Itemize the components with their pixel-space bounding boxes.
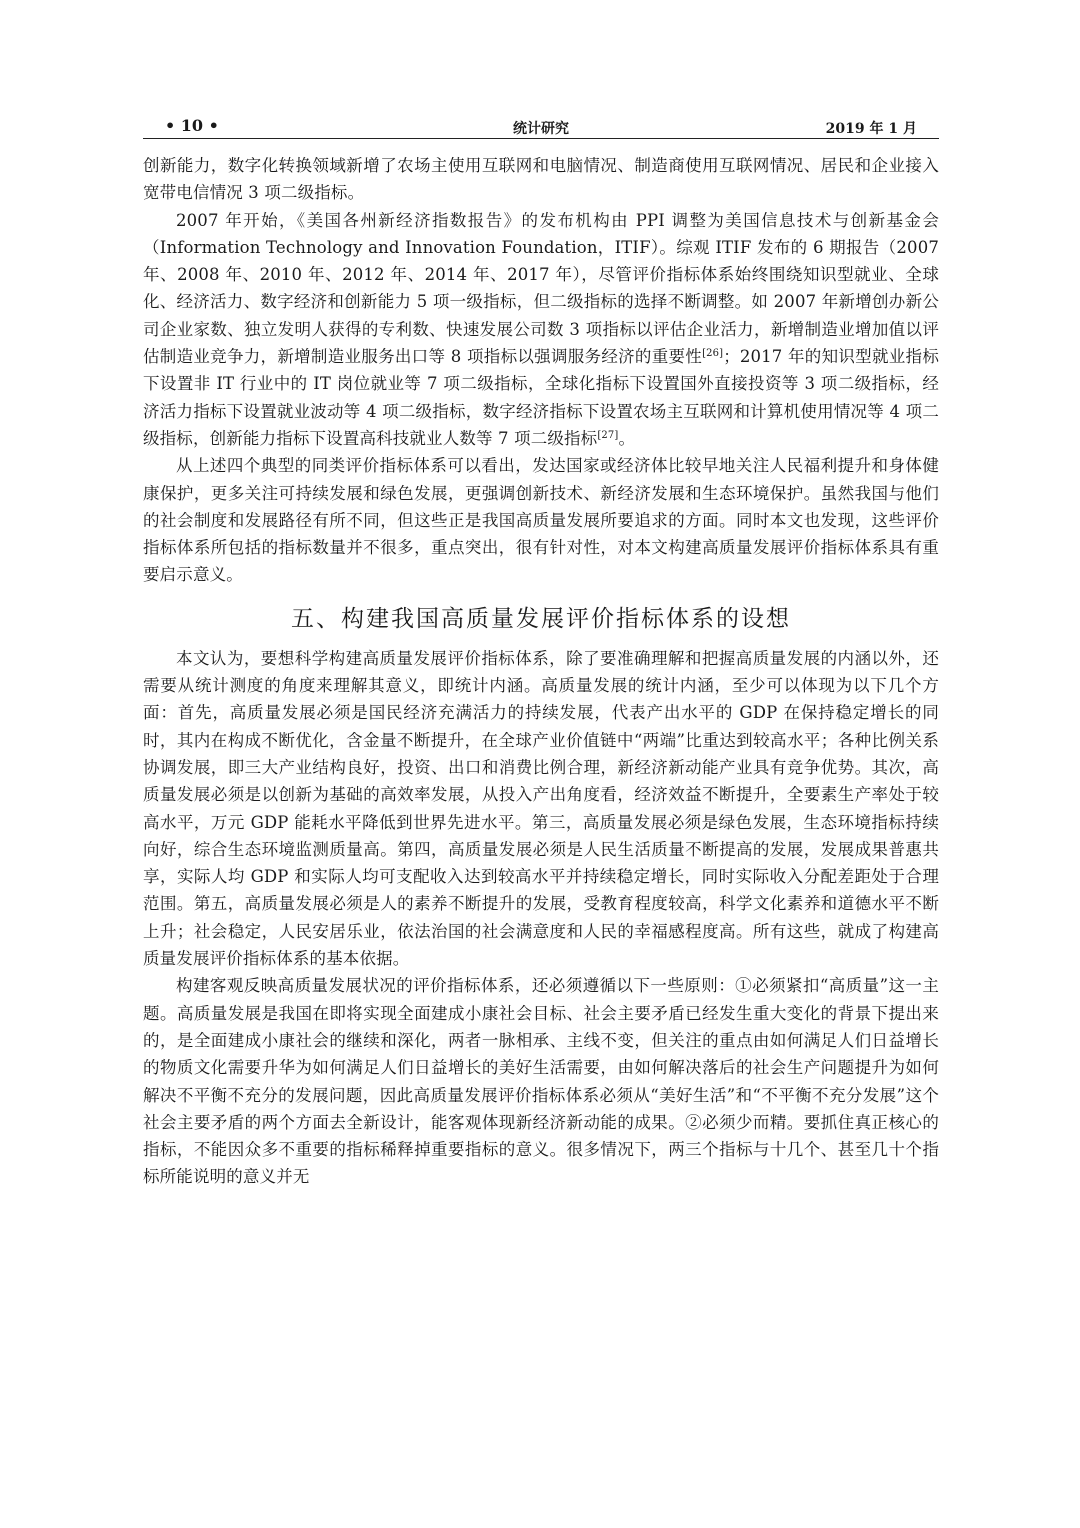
running-header — [143, 112, 939, 139]
paragraph-itif-text-c: 。 — [618, 428, 636, 448]
journal-name: 统计研究 — [513, 121, 569, 137]
paragraph-itif-text-b: ；2017 年的知识型就业指标下设置非 IT 行业中的 IT 岗位就业等 7 项二级指标，全球化指标下设置国外直接投资等 3 项二级指标，经济活力指标下设置就业波动等 4 项二级指标，数字经济指标下设置农场主互联网和计算机使用情况等 4 项二级指标，创新能力指标下设置高科技就业人数等 7 项二级指标 — [143, 347, 939, 448]
paragraph-itif — [143, 207, 939, 453]
paragraph-itif-text-a: 2007 年开始，《美国各州新经济指数报告》的发布机构由 PPI 调整为美国信息技术与创新基金会（Information Technology and Innovation Foundation，ITIF）。综观 ITIF 发布的 6 期报告（2007 年、2008 年、2010 年、2012 年、2014 年、2017 年），尽管评价指标体系始终围绕知识型就业、全球化、经济活力、数字经济和创新能力 5 项一级指标，但二级指标的选择不断调整。如 2007 年新增创办新公司企业家数、独立发明人获得的专利数、快速发展公司数 3 项指标以评估企业活力，新增制造业增加值以评估制造业竞争力，新增制造业服务出口等 8 项指标以强调服务经济的重要性 — [143, 210, 939, 367]
journal-page — [143, 112, 939, 1191]
page-number: • 10 • — [165, 116, 219, 135]
citation-26[interactable]: [26] — [702, 348, 724, 360]
paragraph-connotation: 本文认为，要想科学构建高质量发展评价指标体系，除了要准确理解和把握高质量发展的内涵以外，还需要从统计测度的角度来理解其意义，即统计内涵。高质量发展的统计内涵，至少可以体现为以下几个方面：首先，高质量发展必须是国民经济充满活力的持续发展，代表产出水平的 GDP 在保持稳定增长的同时，其内在构成不断优化，含金量不断提升，在全球产业价值链中“两端”比重达到较高水平；各种比例关系协调发展，即三大产业结构良好，投资、出口和消费比例合理，新经济新动能产业具有竞争优势。其次，高质量发展必须是以创新为基础的高效率发展，从投入产出角度看，经济效益不断提升，全要素生产率处于较高水平，万元 GDP 能耗水平降低到世界先进水平。第三，高质量发展必须是绿色发展，生态环境指标持续向好，综合生态环境监测质量高。第四，高质量发展必须是人民生活质量不断提高的发展，发展成果普惠共享，实际人均 GDP 和实际人均可支配收入达到较高水平并持续稳定增长，同时实际收入分配差距处于合理范围。第五，高质量发展必须是人的素养不断提升的发展，受教育程度较高，科学文化素养和道德水平不断上升；社会稳定，人民安居乐业，依法治国的社会满意度和人民的幸福感程度高。所有这些，就成了构建高质量发展评价指标体系的基本依据。 — [143, 648, 939, 969]
issue-date: 2019 年 1 月 — [825, 121, 917, 137]
paragraph-summary: 从上述四个典型的同类评价指标体系可以看出，发达国家或经济体比较早地关注人民福利提升和身体健康保护，更多关注可持续发展和绿色发展，更强调创新技术、新经济发展和生态环境保护。虽然我国与他们的社会制度和发展路径有所不同，但这些正是我国高质量发展所要追求的方面。同时本文也发现，这些评价指标体系所包括的指标数量并不很多，重点突出，很有针对性，对本文构建高质量发展评价指标体系具有重要启示意义。 — [143, 456, 939, 585]
article-body — [143, 152, 939, 1191]
paragraph-principles: 构建客观反映高质量发展状况的评价指标体系，还必须遵循以下一些原则：①必须紧扣“高质量”这一主题。高质量发展是我国在即将实现全面建成小康社会目标、社会主要矛盾已经发生重大变化的背景下提出来的，是全面建成小康社会的继续和深化，两者一脉相承、主线不变，但关注的重点由如何满足人们日益增长的物质文化需要升华为如何满足人们日益增长的美好生活需要，由如何解决落后的社会生产问题提升为如何解决不平衡不充分的发展问题，因此高质量发展评价指标体系必须从“美好生活”和“不平衡不充分发展”这个社会主要矛盾的两个方面去全新设计，能客观体现新经济新动能的成果。②必须少而精。要抓住真正核心的指标，不能因众多不重要的指标稀释掉重要指标的意义。很多情况下，两三个指标与十几个、甚至几十个指标所能说明的意义并无 — [143, 976, 939, 1187]
citation-27[interactable]: [27] — [597, 429, 619, 441]
section-title: 五、构建我国高质量发展评价指标体系的设想 — [291, 605, 791, 632]
paragraph-continued: 创新能力，数字化转换领域新增了农场主使用互联网和电脑情况、制造商使用互联网情况、居民和企业接入宽带电信情况 3 项二级指标。 — [143, 156, 939, 203]
